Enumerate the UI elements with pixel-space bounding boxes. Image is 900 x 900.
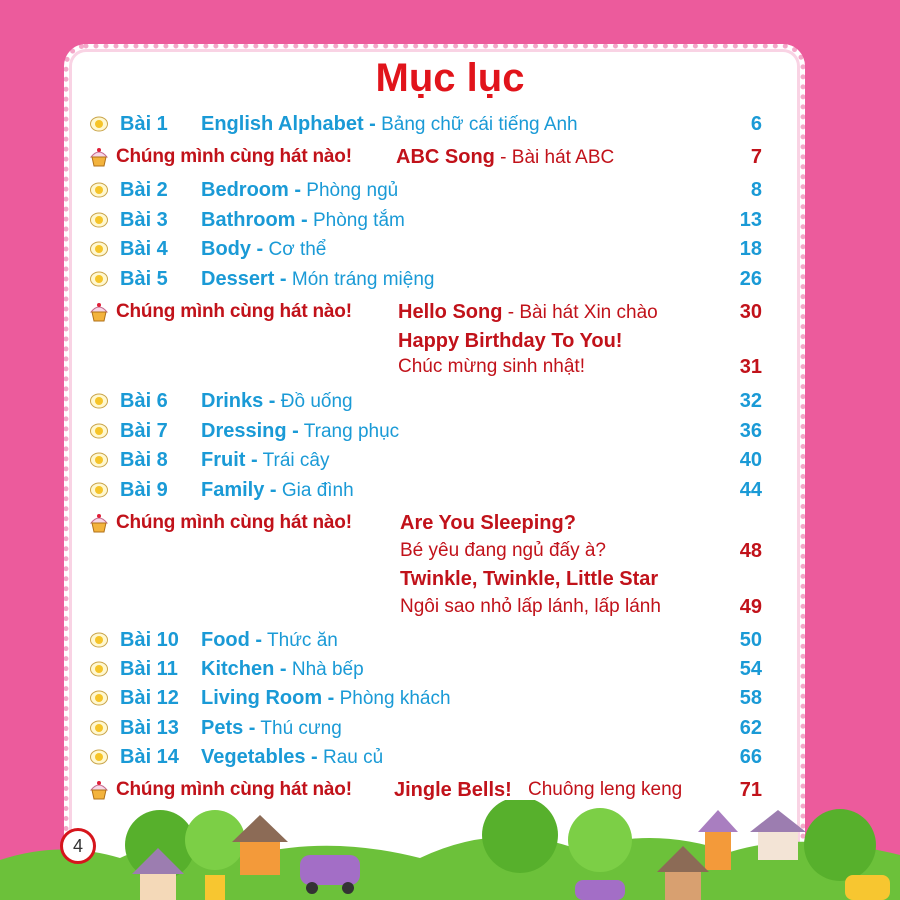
egg-icon [90,241,108,257]
toc-row-song-birthday[interactable] [88,327,778,355]
song-title: ABC Song - Bài hát ABC [396,146,615,168]
village-illustration [0,800,900,900]
cupcake-icon [88,146,110,168]
lesson-number: Bài 13 [120,717,179,739]
page-title: Mục lục [375,56,525,100]
lesson-title: Vegetables - Rau củ [201,746,384,768]
lesson-title: Drinks - Đồ uống [201,390,353,412]
song-title: Jingle Bells! [394,779,512,801]
page-number: 32 [739,390,762,412]
lesson-title: Pets - Thú cưng [201,717,342,739]
egg-icon [90,423,108,439]
toc-row-lesson-13[interactable] [88,714,778,742]
page-number: 50 [739,629,762,651]
toc-row-lesson-4[interactable] [88,235,778,263]
egg-icon [90,393,108,409]
lesson-number: Bài 1 [120,113,168,135]
lesson-title: Bedroom - Phòng ngủ [201,179,399,201]
egg-icon [90,271,108,287]
page-number: 71 [739,779,762,801]
song-title: Happy Birthday To You! [398,330,623,352]
lesson-number: Bài 11 [120,658,178,680]
egg-icon [90,482,108,498]
page-number: 54 [739,658,762,680]
lesson-title: Dessert - Món tráng miệng [201,268,435,290]
egg-icon [90,452,108,468]
lesson-number: Bài 7 [120,420,168,442]
song-subtitle: Bé yêu đang ngủ đấy à? [400,540,607,561]
lesson-title: Kitchen - Nhà bếp [201,658,364,680]
toc-row-lesson-12[interactable] [88,684,778,712]
page-number: 30 [739,301,762,323]
song-subtitle: Ngôi sao nhỏ lấp lánh, lấp lánh [400,596,661,617]
toc-row-lesson-8[interactable] [88,446,778,474]
page-number: 40 [739,449,762,471]
page-number: 7 [750,146,762,168]
lesson-number: Bài 2 [120,179,168,201]
page-number: 26 [739,268,762,290]
lesson-title: Dressing - Trang phục [201,420,400,442]
page-number: 18 [739,238,762,260]
song-section-label: Chúng mình cùng hát nào! [116,779,352,800]
toc-row-song-twinkle-vi[interactable] [88,593,778,621]
song-section-label: Chúng mình cùng hát nào! [116,301,352,322]
egg-icon [90,661,108,677]
page-number: 44 [739,479,762,501]
song-subtitle: Chuông leng keng [528,779,683,800]
page-number: 58 [739,687,762,709]
toc-row-song-sleeping-vi[interactable] [88,537,778,565]
page-number: 36 [739,420,762,442]
toc-row-song-hello[interactable] [88,298,778,326]
lesson-number: Bài 8 [120,449,168,471]
cupcake-icon [88,301,110,323]
egg-icon [90,720,108,736]
toc-row-lesson-3[interactable] [88,206,778,234]
song-title: Hello Song - Bài hát Xin chào [398,301,658,323]
toc-row-lesson-14[interactable] [88,743,778,771]
toc-row-lesson-6[interactable] [88,387,778,415]
lesson-number: Bài 6 [120,390,168,412]
cupcake-icon [88,512,110,534]
page-number: 13 [739,209,762,231]
toc-row-song-birthday-vi[interactable] [88,353,778,381]
lesson-title: Fruit - Trái cây [201,449,330,471]
lesson-number: Bài 4 [120,238,168,260]
lesson-title: Living Room - Phòng khách [201,687,451,709]
egg-icon [90,182,108,198]
toc-row-lesson-7[interactable] [88,417,778,445]
page-number: 8 [750,179,762,201]
egg-icon [90,632,108,648]
lesson-number: Bài 14 [120,746,179,768]
egg-icon [90,690,108,706]
toc-row-song-twinkle[interactable] [88,565,778,593]
cupcake-icon [88,779,110,801]
toc-row-lesson-5[interactable] [88,265,778,293]
page-number: 31 [739,356,762,378]
lesson-title: Bathroom - Phòng tắm [201,209,405,231]
page-number: 6 [750,113,762,135]
lesson-number: Bài 5 [120,268,168,290]
song-subtitle: Chúc mừng sinh nhật! [398,356,585,377]
toc-row-lesson-9[interactable] [88,476,778,504]
egg-icon [90,116,108,132]
lesson-number: Bài 10 [120,629,179,651]
page-number: 48 [739,540,762,562]
lesson-title: Family - Gia đình [201,479,354,501]
page-number-badge: 4 [60,828,96,864]
egg-icon [90,212,108,228]
song-section-label: Chúng mình cùng hát nào! [116,146,352,167]
page-number: 49 [739,596,762,618]
toc-row-song-sleeping[interactable] [88,509,778,537]
lesson-title: Body - Cơ thể [201,238,327,260]
toc-row-lesson-11[interactable] [88,655,778,683]
lesson-number: Bài 12 [120,687,179,709]
page-number: 66 [739,746,762,768]
egg-icon [90,749,108,765]
lesson-number: Bài 3 [120,209,168,231]
song-section-label: Chúng mình cùng hát nào! [116,512,352,533]
song-title: Are You Sleeping? [400,512,576,534]
song-title: Twinkle, Twinkle, Little Star [400,568,659,590]
lesson-number: Bài 9 [120,479,168,501]
toc-row-lesson-10[interactable] [88,626,778,654]
page-number: 62 [739,717,762,739]
lesson-title: English Alphabet - Bảng chữ cái tiếng Anh [201,113,578,135]
toc-row-lesson-1[interactable] [88,110,778,138]
toc-row-lesson-2[interactable] [88,176,778,204]
lesson-title: Food - Thức ăn [201,629,338,651]
toc-row-song-abc[interactable] [88,143,778,171]
